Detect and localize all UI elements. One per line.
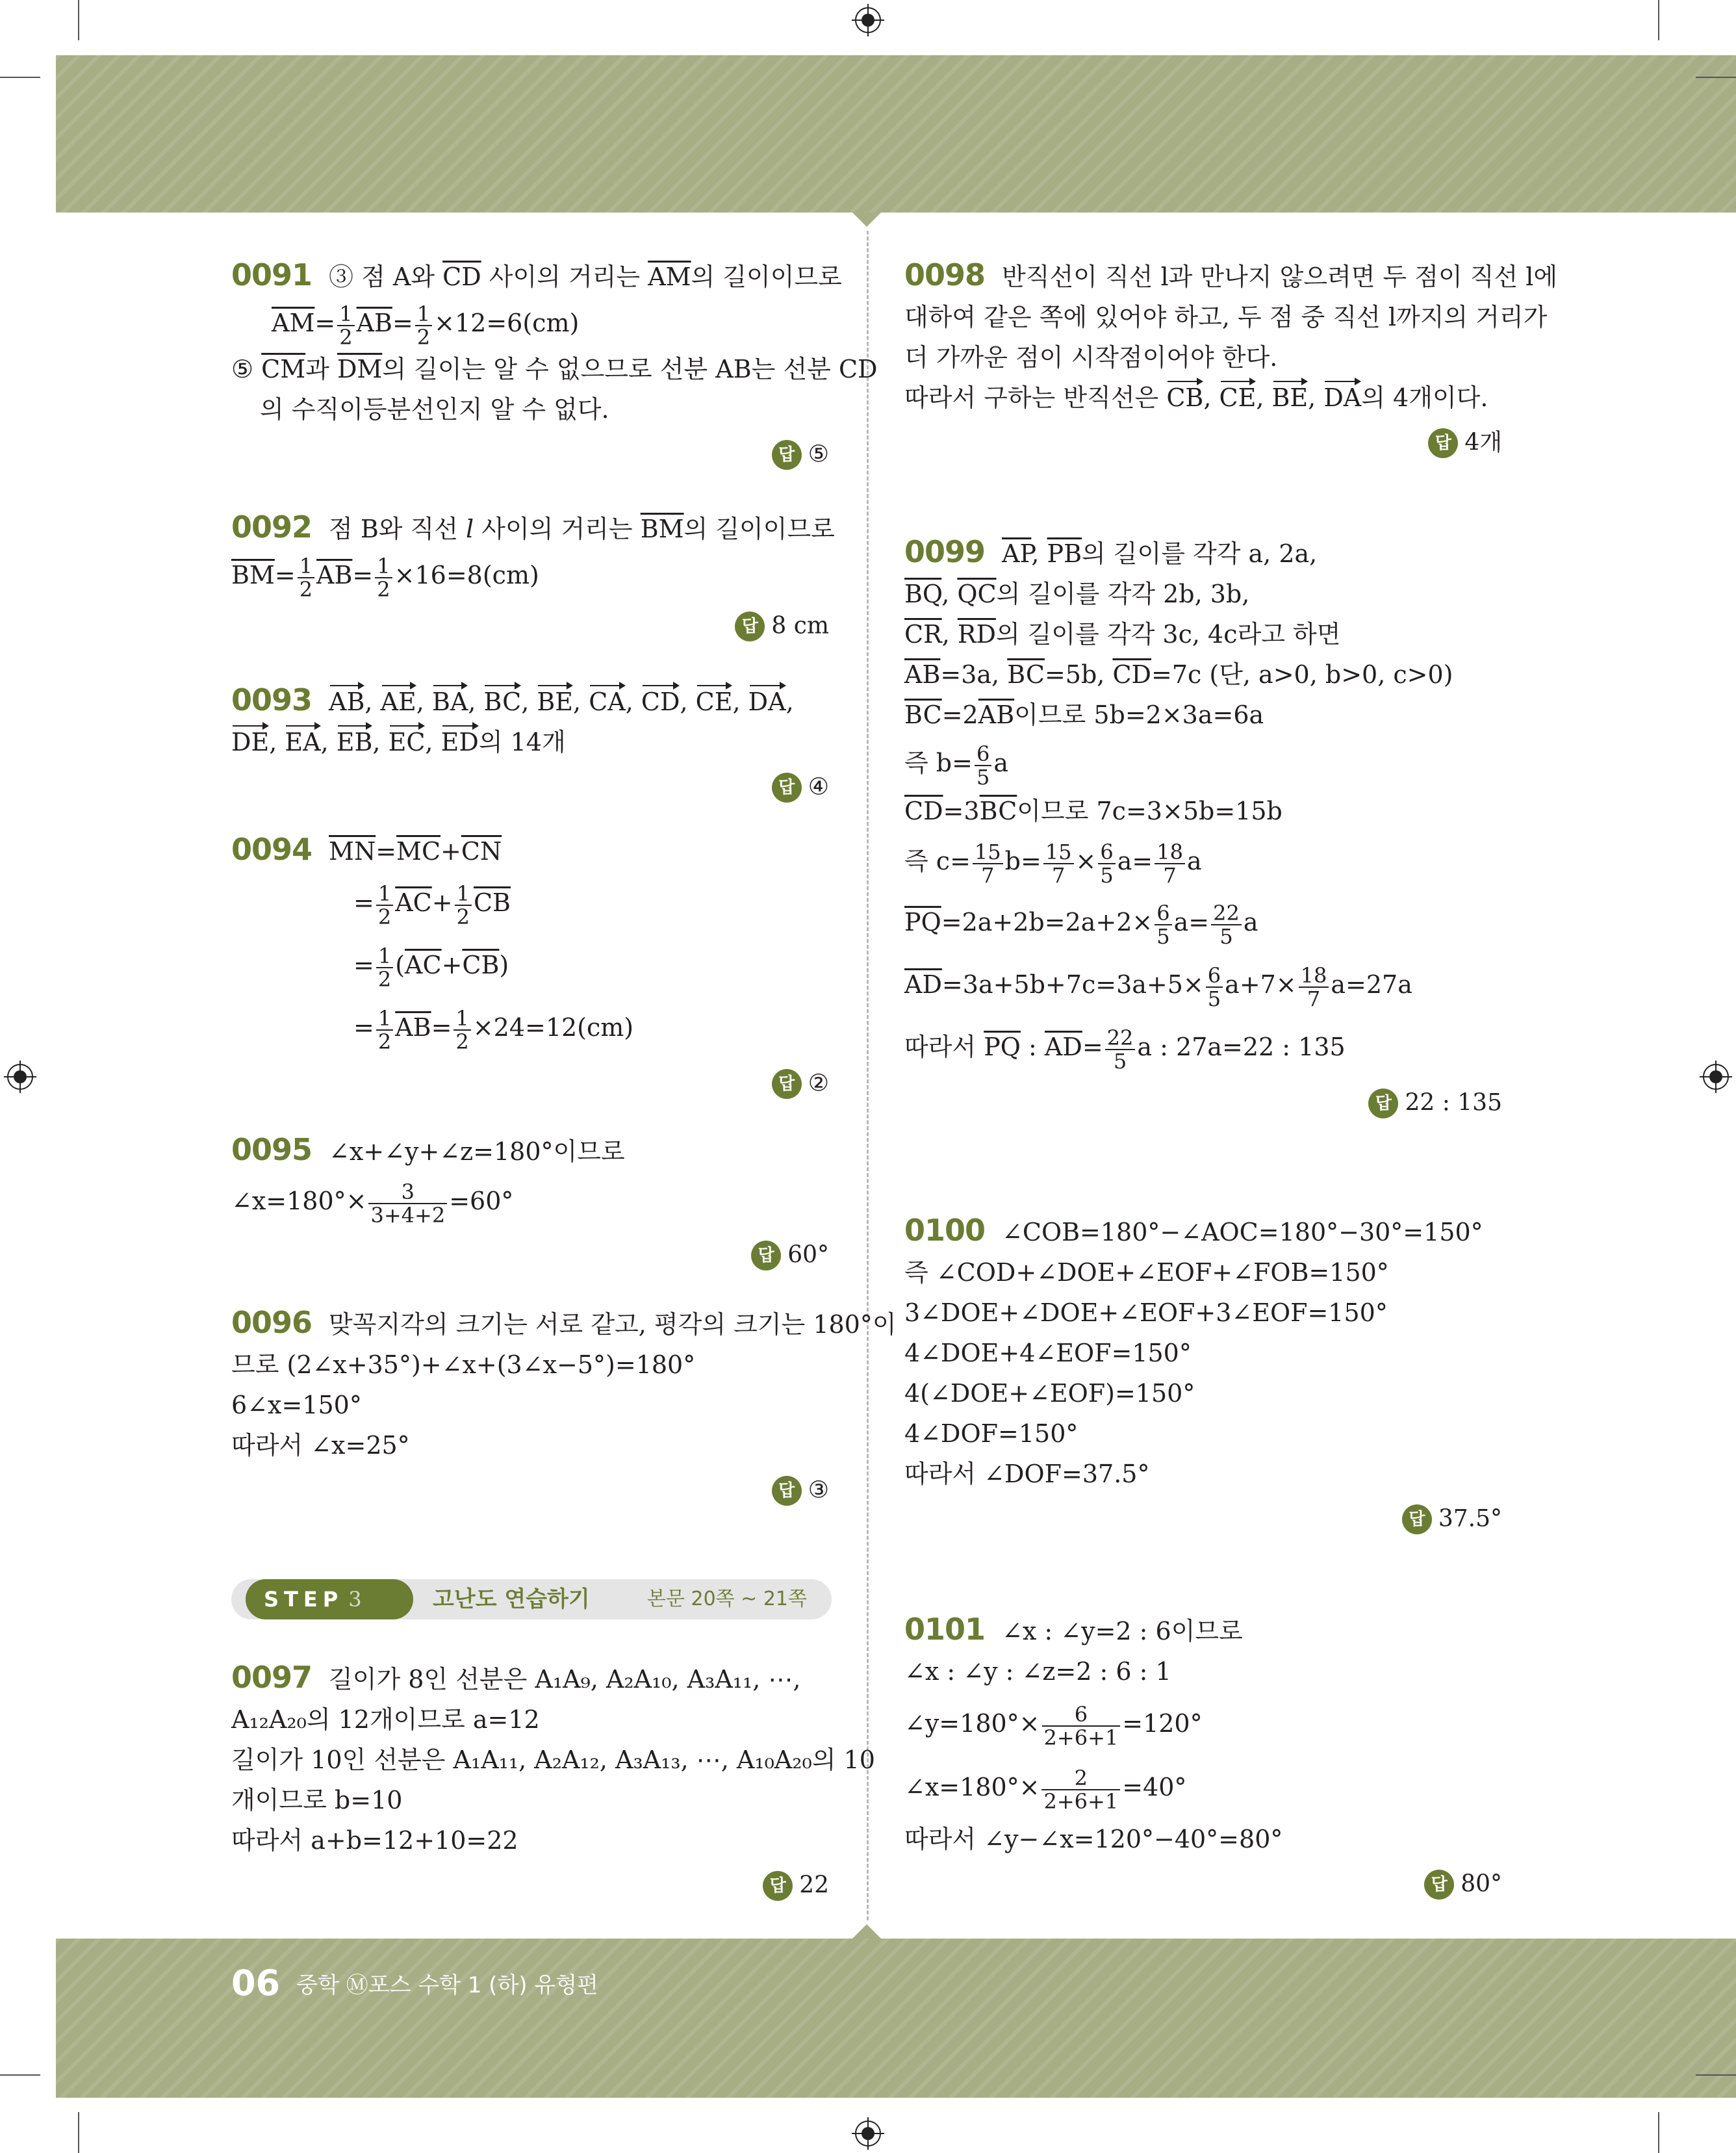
text: 따라서 a+b=12+10=22 <box>231 1826 518 1855</box>
answer-value: 22 : 135 <box>1405 1089 1502 1116</box>
segment: $\overline{AD}$ <box>904 970 942 999</box>
text: 따라서 <box>904 1033 984 1061</box>
denominator: 2 <box>377 576 390 602</box>
text: 즉 b= <box>904 749 973 777</box>
problem-0091 <box>231 255 878 479</box>
denominator: 3+4+2 <box>370 1202 446 1228</box>
registration-mark-icon <box>852 2117 884 2150</box>
answer-badge-icon: 답 <box>1402 1504 1432 1534</box>
text: 4∠DOE+4∠EOF=150° <box>904 1339 1192 1367</box>
text: 4(∠DOE+∠EOF)=150° <box>904 1379 1195 1408</box>
problem-number: 0095 <box>231 1132 313 1167</box>
text: 이므로 5b=2×3a=6a <box>1014 701 1264 729</box>
text: 따라서 ∠DOF=37.5° <box>904 1460 1150 1488</box>
text: ∠x=180°× <box>904 1773 1040 1801</box>
answer-value: 80° <box>1461 1870 1502 1898</box>
answer-badge-icon: 답 <box>772 773 802 803</box>
text: 점 B와 직선 <box>329 515 466 543</box>
text: : <box>1020 1033 1045 1061</box>
segment: $\overline{CM}$ <box>261 355 306 383</box>
segment: $\overline{RD}$ <box>957 620 996 649</box>
text: , <box>941 580 958 608</box>
header-band <box>56 55 1736 213</box>
denominator: 2+6+1 <box>1043 1725 1119 1750</box>
numerator: 1 <box>337 303 354 326</box>
text: 6∠x=150° <box>231 1391 362 1419</box>
numerator: 1 <box>298 555 314 578</box>
denominator: 2 <box>377 1029 392 1054</box>
page-footer <box>231 1963 598 2004</box>
fraction <box>375 555 392 600</box>
answer <box>904 420 1502 463</box>
registration-mark-icon <box>852 4 884 36</box>
text: 의 수직이등분선인지 알 수 없다. <box>260 395 609 424</box>
segment: $\overline{AP}$ <box>1002 539 1032 568</box>
denominator: 7 <box>1307 986 1321 1011</box>
ray: EC <box>389 722 426 762</box>
problem-0100 <box>904 1210 1502 1543</box>
text: =7c (단, a>0, b>0, c>0) <box>1151 660 1453 689</box>
text: = <box>1082 1033 1103 1061</box>
crop-mark <box>1696 2074 1736 2076</box>
text: 의 길이는 알 수 없으므로 선분 AB는 선분 CD <box>382 355 878 383</box>
text: =5b, <box>1044 660 1113 689</box>
ray: BA <box>432 682 468 722</box>
answer-badge-icon: 답 <box>751 1241 781 1270</box>
text: , <box>941 620 958 649</box>
numerator: 6 <box>1206 964 1223 988</box>
text: ∠y=180°× <box>904 1709 1040 1738</box>
fraction <box>1098 841 1115 886</box>
text: a <box>993 749 1008 777</box>
fraction <box>973 841 1003 886</box>
text: ∠x=180°× <box>231 1187 367 1215</box>
text: 더 가까운 점이 시작점이어야 한다. <box>904 343 1278 372</box>
text: =60° <box>449 1187 514 1215</box>
answer-value: 8 cm <box>771 612 829 639</box>
step-number: 3 <box>348 1587 367 1612</box>
text: ∠x : ∠y=2 : 6이므로 <box>1002 1617 1243 1645</box>
ray: DA <box>1323 378 1361 418</box>
segment: $\overline{BC}$ <box>979 797 1017 825</box>
fraction <box>376 883 393 928</box>
crop-mark <box>1696 77 1736 78</box>
problem-0099 <box>904 532 1502 1128</box>
segment: $\overline{AD}$ <box>1044 1033 1082 1061</box>
ray: ED <box>441 722 479 762</box>
answer-value: ② <box>808 1070 829 1097</box>
text: = <box>431 1013 452 1042</box>
text: 따라서 구하는 반직선은 <box>904 383 1167 412</box>
numerator: 18 <box>1155 841 1185 864</box>
segment: $\overline{QC}$ <box>957 580 997 608</box>
numerator: 1 <box>376 1007 393 1031</box>
fraction <box>1105 1027 1136 1072</box>
text: ×24=12(cm) <box>472 1013 634 1042</box>
text: = <box>353 951 374 979</box>
text: ∠x+∠y+∠z=180°이므로 <box>329 1137 625 1166</box>
segment: $\overline{AB}$ <box>395 1013 431 1042</box>
text: a=27a <box>1331 970 1412 999</box>
text: a+7× <box>1225 970 1297 999</box>
denominator: 5 <box>1156 923 1170 949</box>
denominator: 5 <box>1219 923 1233 949</box>
step-title: 고난도 연습하기 <box>433 1586 590 1612</box>
text: 사이의 거리는 <box>474 515 641 543</box>
problem-number: 0100 <box>904 1213 986 1248</box>
denominator: 5 <box>1207 986 1221 1011</box>
numerator: 15 <box>973 841 1003 864</box>
fraction <box>1299 964 1329 1010</box>
denominator: 5 <box>1100 862 1114 888</box>
crop-mark <box>78 0 79 40</box>
text: 맞꼭지각의 크기는 서로 같고, 평각의 크기는 180°이 <box>329 1310 897 1339</box>
answer <box>904 1862 1502 1905</box>
text: a : 27a=22 : 135 <box>1137 1033 1346 1061</box>
text: 4∠DOF=150° <box>904 1419 1079 1448</box>
text: 의 길이이므로 <box>683 515 835 543</box>
text: 따라서 ∠y−∠x=120°−40°=80° <box>904 1825 1283 1853</box>
ray: CB <box>1166 378 1203 418</box>
crop-mark <box>78 2112 79 2153</box>
segment: $\overline{BM}$ <box>231 561 275 589</box>
answer-badge-icon: 답 <box>763 1871 793 1901</box>
fraction <box>1043 841 1074 886</box>
registration-mark-icon <box>1700 1061 1732 1093</box>
problem-0092 <box>231 507 835 651</box>
text: 과 <box>305 355 337 383</box>
text: , <box>1031 539 1047 568</box>
answer-value: ③ <box>808 1476 829 1504</box>
problem-number: 0101 <box>904 1612 986 1647</box>
segment: $\overline{BM}$ <box>640 515 684 543</box>
problem-number: 0098 <box>904 257 986 292</box>
numerator: 18 <box>1299 964 1329 988</box>
ray: EA <box>285 722 320 762</box>
text: a= <box>1173 908 1210 936</box>
numerator: 22 <box>1211 902 1242 925</box>
denominator: 7 <box>1051 862 1066 888</box>
denominator: 2 <box>377 904 392 929</box>
numerator: 6 <box>1098 841 1115 864</box>
text: × <box>1075 847 1097 875</box>
denominator: 2+6+1 <box>1043 1788 1119 1814</box>
problem-number: 0091 <box>231 257 313 292</box>
segment: $\overline{BQ}$ <box>904 580 942 608</box>
segment: $\overline{AM}$ <box>648 263 691 291</box>
answer-badge-icon: 답 <box>772 440 802 470</box>
segment: $\overline{AB}$ <box>978 701 1015 729</box>
text: ∠x : ∠y : ∠z=2 : 6 : 1 <box>904 1657 1171 1686</box>
problem-0097 <box>231 1657 875 1910</box>
text: =2a+2b=2a+2× <box>941 908 1153 936</box>
segment: $\overline{AM}$ <box>272 309 315 337</box>
fraction <box>1155 902 1171 948</box>
answer <box>231 1863 829 1906</box>
text: = <box>314 309 336 337</box>
text: =3 <box>943 797 980 825</box>
crop-mark <box>1658 2112 1659 2153</box>
denominator: 2 <box>299 576 313 602</box>
answer <box>231 1468 829 1511</box>
answer <box>231 1233 829 1276</box>
text: ) <box>499 951 509 979</box>
answer-value: 22 <box>799 1872 829 1899</box>
text: ∠COB=180°−∠AOC=180°−30°=150° <box>1002 1218 1483 1246</box>
segment: $\overline{AB}$ <box>356 309 392 337</box>
text: 의 14개 <box>478 728 566 756</box>
segment: $\overline{CD}$ <box>1112 660 1151 689</box>
text: ( <box>395 951 405 979</box>
text: 므로 (2∠x+35°)+∠x+(3∠x−5°)=180° <box>231 1350 696 1379</box>
answer <box>231 1061 829 1104</box>
problem-number: 0094 <box>231 832 313 867</box>
crop-mark <box>1658 0 1659 40</box>
segment: $\overline{BC}$ <box>904 701 942 729</box>
text: 이므로 7c=3×5b=15b <box>1017 797 1283 825</box>
denominator: 2 <box>339 324 353 350</box>
denominator: 7 <box>981 862 995 888</box>
footer-notch <box>852 1924 881 1939</box>
ray: DA <box>748 682 786 722</box>
fraction <box>298 555 314 600</box>
text: + <box>431 888 453 917</box>
ray: CD <box>641 682 680 722</box>
text: ×12=6(cm) <box>434 309 580 337</box>
numerator: 6 <box>975 743 991 766</box>
numerator: 1 <box>455 883 472 906</box>
fraction <box>376 1007 393 1053</box>
numerator: 1 <box>415 303 432 326</box>
segment: $\overline{CB}$ <box>473 888 511 917</box>
denominator: 5 <box>1113 1048 1127 1074</box>
column-divider <box>867 231 869 1920</box>
variable: l <box>466 515 474 543</box>
text: =3a+5b+7c=3a+5× <box>941 970 1204 999</box>
denominator: 2 <box>456 904 470 929</box>
text: ⑤ <box>231 355 262 383</box>
problem-0094 <box>231 829 829 1108</box>
text: + <box>441 951 463 979</box>
text: 길이가 8인 선분은 A₁A₉, A₂A₁₀, A₃A₁₁, ⋯, <box>329 1665 801 1694</box>
text: 의 4개이다. <box>1361 383 1488 412</box>
ray: CE <box>1219 378 1257 418</box>
text: 길이가 10인 선분은 A₁A₁₁, A₂A₁₂, A₃A₁₃, ⋯, A₁₀A₂₀의 10 <box>231 1746 875 1774</box>
step-label <box>246 1579 413 1619</box>
segment: $\overline{DM}$ <box>337 355 383 383</box>
ray: CE <box>696 682 733 722</box>
text: =2 <box>941 701 978 729</box>
fraction <box>975 743 991 788</box>
segment: $\overline{AB}$ <box>316 561 353 589</box>
segment: $\overline{PQ}$ <box>984 1033 1021 1061</box>
problem-number: 0096 <box>231 1305 313 1340</box>
answer-badge-icon: 답 <box>735 612 765 641</box>
fraction <box>453 1007 470 1053</box>
ray: DE <box>231 722 269 762</box>
text: 의 길이이므로 <box>691 263 842 291</box>
answer-badge-icon: 답 <box>772 1069 802 1099</box>
text: 의 길이를 각각 2b, 3b, <box>996 580 1250 608</box>
answer <box>904 1497 1502 1540</box>
answer-value: 4개 <box>1464 429 1502 456</box>
fraction <box>1211 902 1242 948</box>
problem-number: 0092 <box>231 509 313 545</box>
fraction <box>337 303 354 348</box>
text: 의 길이를 각각 a, 2a, <box>1082 539 1318 568</box>
fraction <box>368 1181 447 1226</box>
crop-mark <box>0 2074 40 2076</box>
text: = <box>352 561 374 589</box>
problem-0095 <box>231 1129 829 1280</box>
text: a <box>1186 847 1202 875</box>
crop-mark <box>0 77 40 78</box>
numerator: 1 <box>376 883 393 906</box>
answer <box>231 432 829 475</box>
answer <box>231 765 829 808</box>
book-title: 중학 Ⓜ포스 수학 1 (하) 유형편 <box>296 1972 598 1998</box>
answer-value: ⑤ <box>808 441 829 468</box>
text: ×16=8(cm) <box>394 561 539 589</box>
text: a= <box>1117 847 1153 875</box>
text: ③ 점 A와 <box>329 263 443 291</box>
answer-value: 37.5° <box>1438 1505 1502 1532</box>
text: = <box>353 1013 374 1042</box>
answer-value: ④ <box>808 773 829 801</box>
segment: $\overline{CR}$ <box>904 620 942 649</box>
fraction <box>1206 964 1223 1010</box>
problem-0098: 0098 반직선이 직선 l과 만나지 않으려면 두 점이 직선 l에 대하여 같은 쪽에 있어야 하고, 두 점 중 직선 l까지의 거리가 더 가까운 점이 시작점이어야 한다. 따라서 구하는 반직선은 CB, CE, BE, DA의 4개이다. 답 4개 <box>904 255 1502 467</box>
text: 의 길이를 각각 3c, 4c라고 하면 <box>995 620 1341 649</box>
problem-number: 0093 <box>231 682 313 717</box>
segment: $\overline{PB}$ <box>1047 539 1082 568</box>
text: A₁₂A₂₀의 12개이므로 a=12 <box>231 1705 540 1734</box>
segment: $\overline{CN}$ <box>461 837 502 866</box>
problem-number: 0099 <box>904 534 986 569</box>
text: 개이므로 b=10 <box>231 1786 403 1814</box>
segment: $\overline{MN}$ <box>329 837 376 866</box>
ray: CA <box>589 682 626 722</box>
text: 즉 c= <box>904 847 971 875</box>
numerator: 1 <box>375 555 392 578</box>
segment: $\overline{CB}$ <box>462 951 500 979</box>
text: 대하여 같은 쪽에 있어야 하고, 두 점 중 직선 l까지의 거리가 <box>904 303 1548 331</box>
denominator: 2 <box>416 324 431 350</box>
answer-badge-icon: 답 <box>772 1476 802 1506</box>
fraction <box>415 303 432 348</box>
answer-value: 60° <box>787 1241 829 1269</box>
ray: BE <box>537 682 573 722</box>
problem-0093: 0093 AB, AE, BA, BC, BE, CA, CD, CE, DA, DE, EA, EB, EC, ED의 14개 답 ④ <box>231 680 829 812</box>
ray: AB <box>329 682 364 722</box>
text: =3a, <box>940 660 1008 689</box>
answer-badge-icon: 답 <box>1428 428 1458 458</box>
text: 즉 ∠COD+∠DOE+∠EOF+∠FOB=150° <box>904 1258 1389 1287</box>
step-header <box>231 1579 832 1619</box>
answer <box>904 1081 1502 1124</box>
segment: $\overline{AC}$ <box>405 951 442 979</box>
denominator: 2 <box>455 1029 469 1054</box>
segment: $\overline{AB}$ <box>904 660 941 689</box>
numerator: 3 <box>368 1181 447 1204</box>
text: = <box>274 561 296 589</box>
text: a <box>1243 908 1258 936</box>
fraction <box>1155 841 1185 886</box>
problem-0096 <box>231 1302 897 1515</box>
answer <box>231 604 829 647</box>
fraction <box>455 883 472 928</box>
ray: AE <box>381 682 416 722</box>
text: 사이의 거리는 <box>481 263 648 291</box>
registration-mark-icon <box>4 1061 36 1093</box>
segment: $\overline{MC}$ <box>396 837 441 866</box>
problem-0101 <box>904 1609 1502 1909</box>
ray: EB <box>337 722 373 762</box>
numerator: 6 <box>1042 1703 1121 1727</box>
fraction <box>1042 1703 1121 1749</box>
text: + <box>440 837 461 866</box>
text: = <box>392 309 413 337</box>
page-number: 06 <box>231 1963 281 2004</box>
segment: $\overline{CD}$ <box>442 263 481 291</box>
ray: BE <box>1272 378 1308 418</box>
segment: $\overline{AC}$ <box>395 888 432 917</box>
denominator: 2 <box>377 966 392 992</box>
numerator: 1 <box>376 945 393 968</box>
answer-badge-icon: 답 <box>1368 1089 1398 1118</box>
text: 3∠DOE+∠DOE+∠EOF+3∠EOF=150° <box>904 1298 1388 1327</box>
text: =40° <box>1122 1773 1187 1801</box>
text: b= <box>1004 847 1041 875</box>
segment: $\overline{PQ}$ <box>904 908 941 936</box>
fraction <box>1041 1767 1120 1812</box>
denominator: 5 <box>976 764 990 790</box>
numerator: 2 <box>1041 1767 1120 1790</box>
text: =120° <box>1122 1709 1203 1738</box>
numerator: 6 <box>1155 902 1171 925</box>
segment: $\overline{CD}$ <box>904 797 943 825</box>
page-reference: 본문 20쪽 ~ 21쪽 <box>646 1588 807 1610</box>
step-text: STEP <box>264 1587 344 1612</box>
text: = <box>376 837 397 866</box>
denominator: 7 <box>1163 862 1177 888</box>
text: = <box>353 888 374 917</box>
fraction <box>376 945 393 990</box>
numerator: 1 <box>453 1007 470 1031</box>
segment: $\overline{BC}$ <box>1007 660 1045 689</box>
problem-number: 0097 <box>231 1660 313 1695</box>
numerator: 15 <box>1043 841 1074 864</box>
answer-badge-icon: 답 <box>1424 1870 1454 1900</box>
text: 반직선이 직선 l과 만나지 않으려면 두 점이 직선 l에 <box>1002 263 1558 291</box>
text: 따라서 ∠x=25° <box>231 1431 410 1460</box>
header-notch <box>852 213 881 227</box>
ray: BC <box>483 682 521 722</box>
numerator: 22 <box>1105 1027 1136 1050</box>
